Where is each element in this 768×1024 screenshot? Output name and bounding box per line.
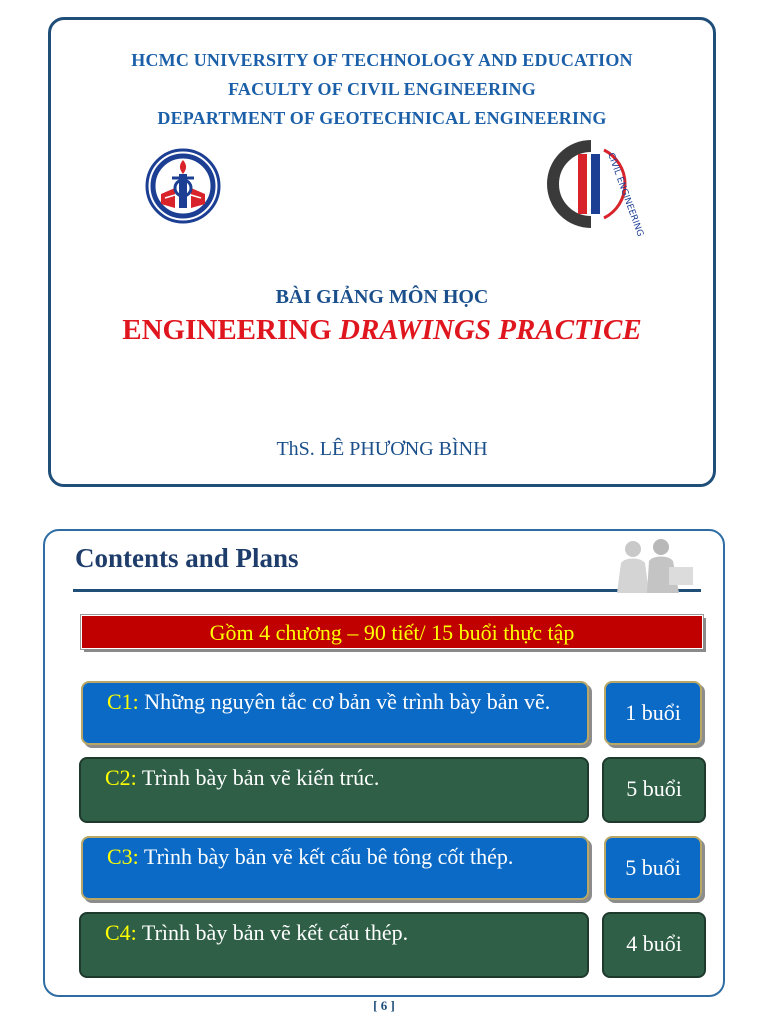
contents-title: Contents and Plans [75, 543, 299, 573]
contents-slide [43, 529, 725, 997]
chapter-2-code: C2: [105, 765, 137, 790]
author-name: ThS. LÊ PHƯƠNG BÌNH [276, 438, 488, 460]
course-title [51, 314, 713, 347]
university-name: HCMC UNIVERSITY OF TECHNOLOGY AND EDUCATION [131, 50, 633, 70]
title-slide [48, 17, 716, 487]
course-title-part2: DRAWINGS PRACTICE [339, 314, 642, 346]
chapter-2-sessions: 5 buổi [602, 757, 706, 823]
chapter-4-text: Trình bày bản vẽ kết cấu thép. [136, 920, 409, 945]
chapter-3-sessions: 5 buổi [604, 836, 702, 900]
chapter-3-box [81, 836, 589, 900]
page-number: [ 6 ] [373, 998, 395, 1013]
chapter-2-text: Trình bày bản vẽ kiến trúc. [136, 765, 380, 790]
summary-banner: Gồm 4 chương – 90 tiết/ 15 buổi thực tập [81, 615, 703, 649]
chapter-3-code: C3: [107, 844, 139, 869]
university-seal-icon [145, 148, 221, 224]
chapter-4-code: C4: [105, 920, 137, 945]
chapter-4-sessions: 4 buổi [602, 912, 706, 978]
civil-engineering-logo-icon [546, 140, 645, 239]
course-title-part1: ENGINEERING [122, 314, 339, 346]
chapter-4-box [79, 912, 589, 978]
chapter-1-code: C1: [107, 689, 139, 714]
chapter-1-sessions: 1 buổi [604, 681, 702, 745]
chapter-3-text: Trình bày bản vẽ kết cấu bê tông cốt thép. [138, 844, 514, 869]
faculty-name: FACULTY OF CIVIL ENGINEERING [228, 79, 536, 99]
department-name: DEPARTMENT OF GEOTECHNICAL ENGINEERING [157, 108, 607, 128]
chapter-1-text: Những nguyên tắc cơ bản về trình bày bản vẽ. [138, 689, 551, 714]
people-silhouette-icon [603, 537, 699, 593]
chapter-1-box [81, 681, 589, 745]
civil-engineering-logo-text: CIVIL ENGINEERING [605, 151, 645, 239]
lecture-label: BÀI GIẢNG MÔN HỌC [275, 286, 489, 308]
chapter-2-box [79, 757, 589, 823]
